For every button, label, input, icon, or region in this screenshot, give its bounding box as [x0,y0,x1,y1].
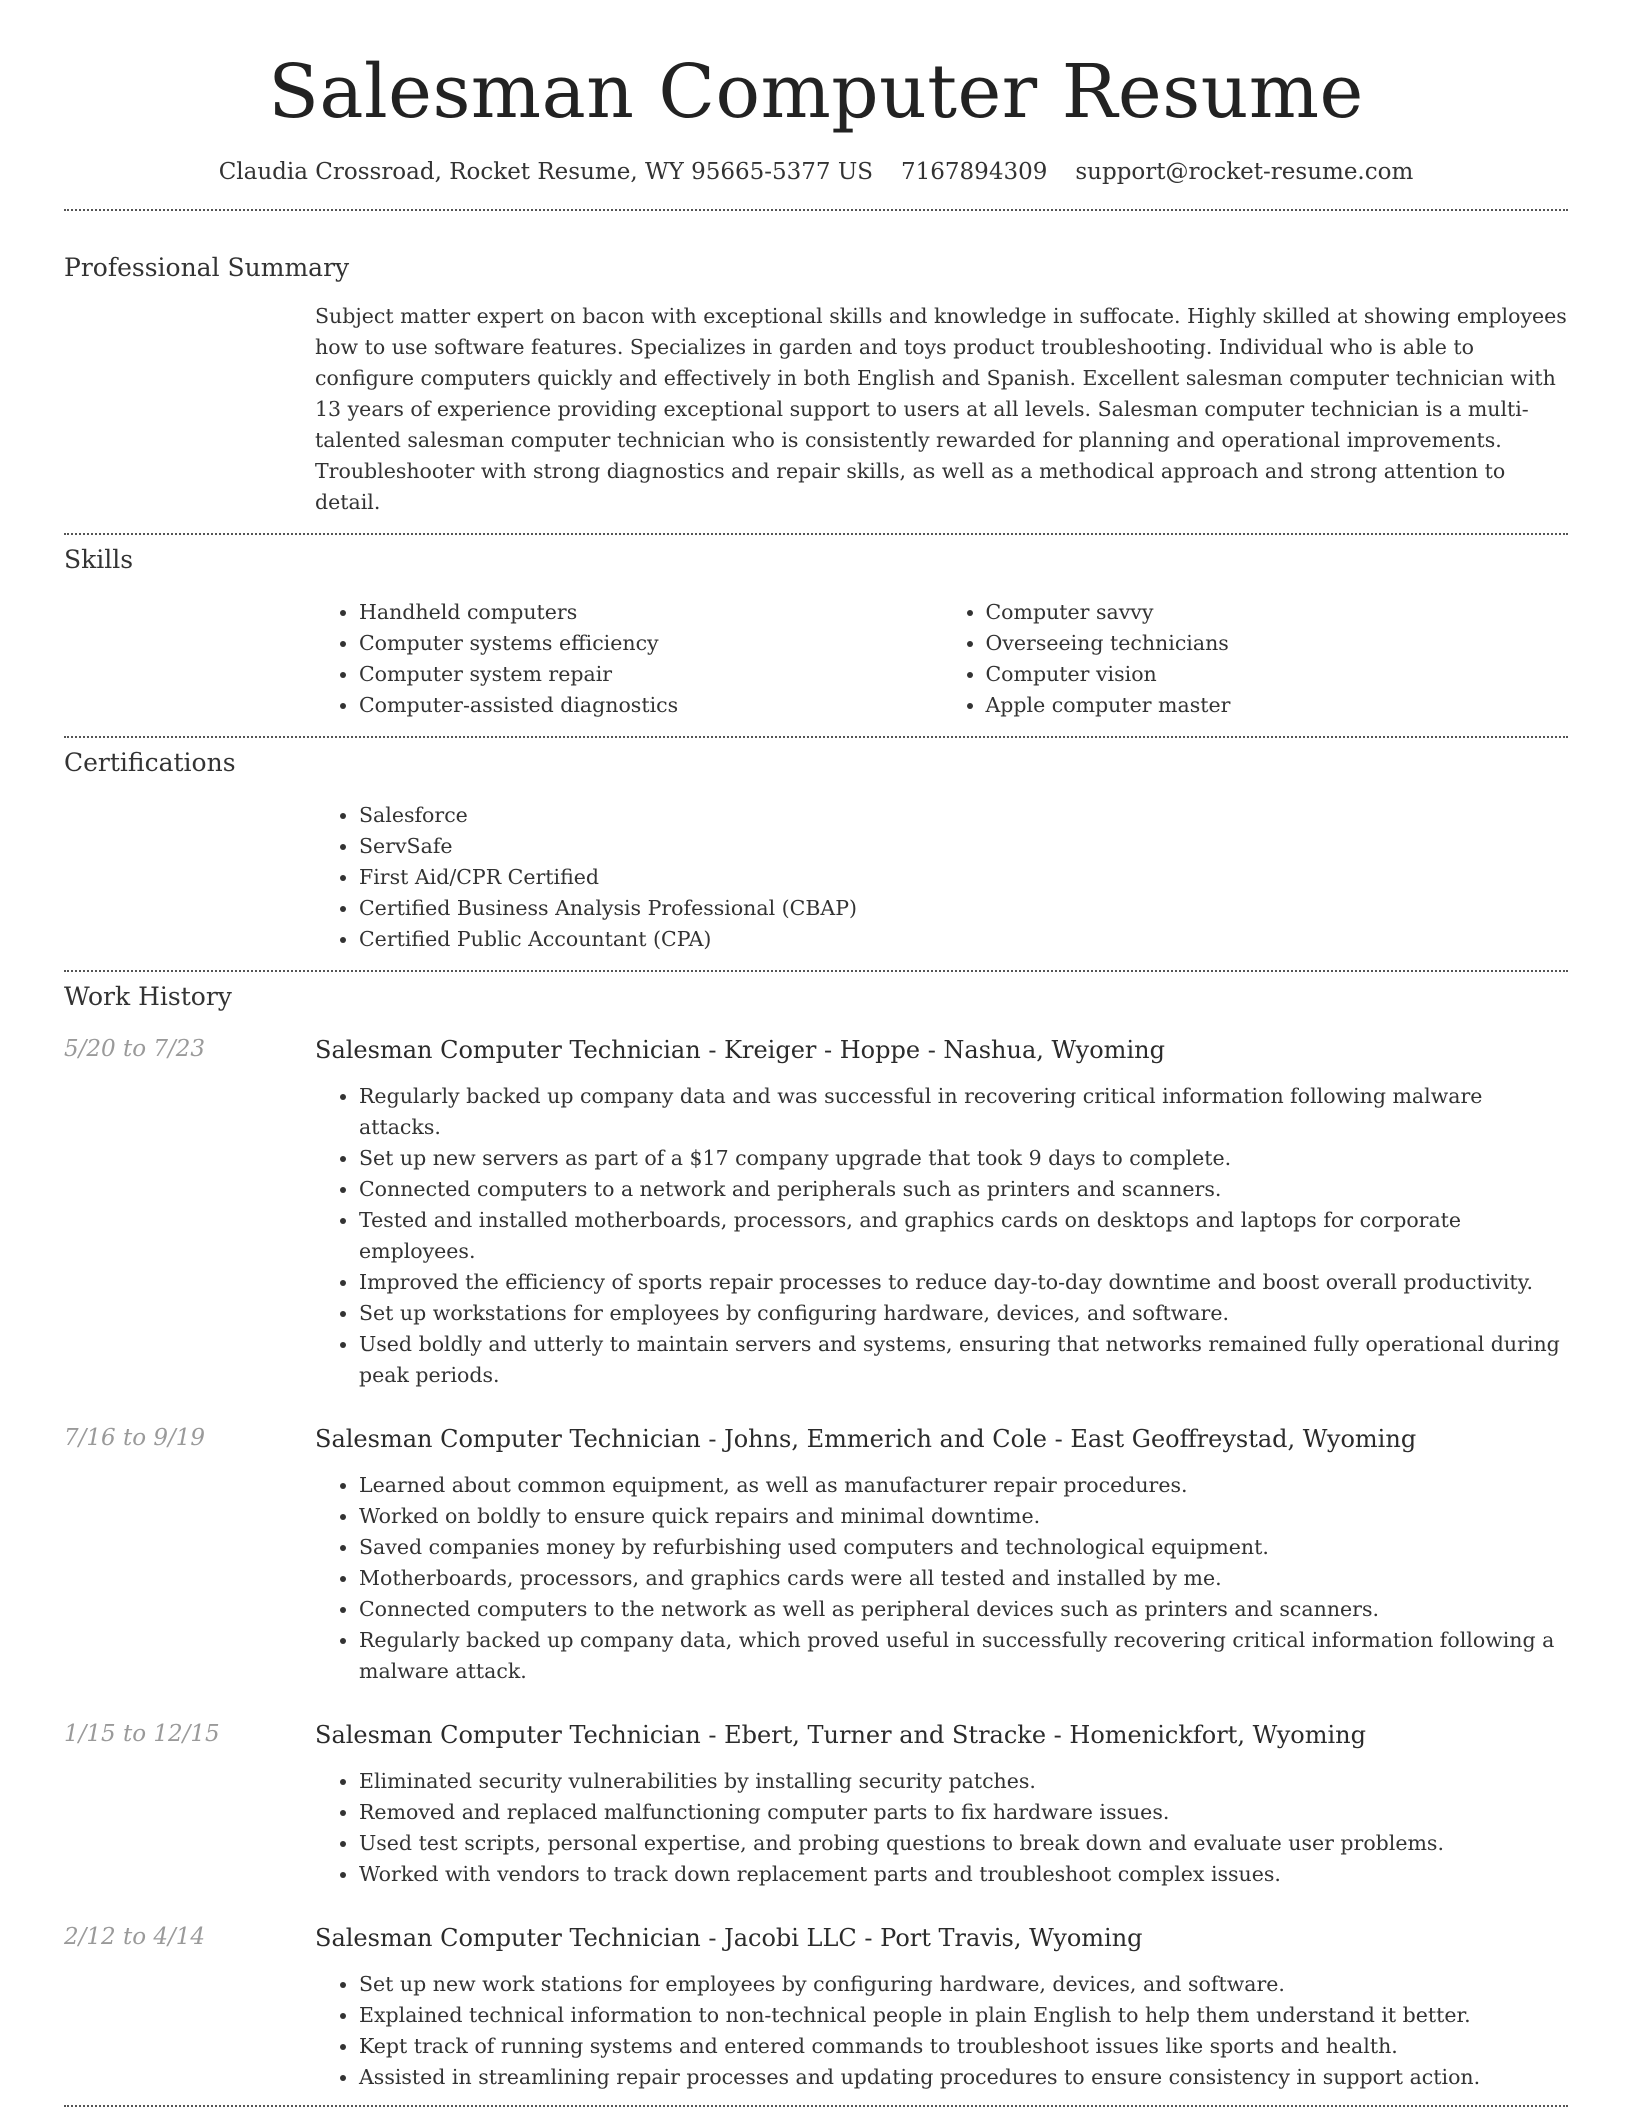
divider [64,533,1568,535]
list-item: • Handheld computers [359,597,942,628]
section-heading-certifications: Certifications [64,748,236,778]
list-item: • Regularly backed up company data and was successful in recovering critical information following malware attacks. [359,1081,1568,1143]
job-dates: 1/15 to 12/15 [64,1721,220,1748]
job-bullets [315,1470,1568,1687]
list-item: • Connected computers to a network and peripherals such as printers and scanners. [359,1174,1568,1205]
list-item: • Saved companies money by refurbishing used computers and technological equipment. [359,1532,1568,1563]
list-item: • Certified Public Accountant (CPA) [359,924,1568,955]
list-item: • Salesforce [359,800,1568,831]
list-item: • Explained technical information to non-technical people in plain English to help them understand it better. [359,2000,1568,2031]
divider [64,736,1568,738]
contact-email[interactable]: support@rocket-resume.com [1075,159,1414,186]
list-item: • Overseeing technicians [986,628,1569,659]
job-entry [64,1924,1568,1952]
list-item: • Used test scripts, personal expertise, and probing questions to break down and evaluate user problems. [359,1828,1568,1859]
list-item: • Computer system repair [359,659,942,690]
list-item: • Certified Business Analysis Professional (CBAP) [359,893,1568,924]
list-item: • Regularly backed up company data, which proved useful in successfully recovering critical information following a malware attack. [359,1625,1568,1687]
list-item: • Computer vision [986,659,1569,690]
list-item: • Computer systems efficiency [359,628,942,659]
section-heading-summary: Professional Summary [64,253,350,283]
list-item: • Set up new work stations for employees by configuring hardware, devices, and software. [359,1969,1568,2000]
list-item: • Kept track of running systems and entered commands to troubleshoot issues like sports and health. [359,2031,1568,2062]
list-item: • Computer-assisted diagnostics [359,690,942,721]
list-item: • Motherboards, processors, and graphics cards were all tested and installed by me. [359,1563,1568,1594]
list-item: • First Aid/CPR Certified [359,862,1568,893]
contact-phone: 7167894309 [901,159,1048,186]
job-entry [64,1036,1568,1064]
section-heading-work: Work History [64,982,232,1012]
list-item: • Worked with vendors to track down replacement parts and troubleshoot complex issues. [359,1859,1568,1890]
job-bullets [315,1081,1568,1391]
job-entry [64,1425,1568,1453]
resume-page [64,0,1568,2107]
job-bullets [315,1969,1568,2093]
contact-address: Claudia Crossroad, Rocket Resume, WY 95665-5377 US [218,159,874,186]
list-item: • Learned about common equipment, as well as manufacturer repair procedures. [359,1470,1568,1501]
job-dates: 2/12 to 4/14 [64,1924,206,1951]
job-title: Salesman Computer Technician - Ebert, Turner and Stracke - Homenickfort, Wyoming [315,1721,1366,1750]
list-item: • Set up new servers as part of a $17 company upgrade that took 9 days to complete. [359,1143,1568,1174]
list-item: • Connected computers to the network as well as peripheral devices such as printers and scanners. [359,1594,1568,1625]
summary-text: Subject matter expert on bacon with exceptional skills and knowledge in suffocate. Highly skilled at showing employees how to use software features. Specializes in garden and toys product troubleshooting. Individual who is able to configure computers quickly and effectively in both English and Spanish. Excellent salesman computer technician with 13 years of experience providing exceptional support to users at all levels. Salesman computer technician is a multi-talented salesman computer technician who is consistently rewarded for planning and operational improvements. Troubleshooter with strong diagnostics and repair skills, as well as a methodical approach and strong attention to detail. [315,304,1567,515]
list-item: • Used boldly and utterly to maintain servers and systems, ensuring that networks remained fully operational during peak periods. [359,1329,1568,1391]
skills-column-right [942,597,1569,721]
resume-title: Salesman Computer Resume [268,49,1364,135]
list-item: • Eliminated security vulnerabilities by installing security patches. [359,1766,1568,1797]
job-title: Salesman Computer Technician - Kreiger - Hoppe - Nashua, Wyoming [315,1036,1165,1065]
list-item: • Computer savvy [986,597,1569,628]
job-title: Salesman Computer Technician - Jacobi LLC - Port Travis, Wyoming [315,1924,1143,1953]
list-item: • Set up workstations for employees by configuring hardware, devices, and software. [359,1298,1568,1329]
list-item: • Tested and installed motherboards, processors, and graphics cards on desktops and laptops for corporate employees. [359,1205,1568,1267]
job-dates: 5/20 to 7/23 [64,1036,206,1063]
list-item: • Improved the efficiency of sports repair processes to reduce day-to-day downtime and boost overall productivity. [359,1267,1568,1298]
job-title: Salesman Computer Technician - Johns, Emmerich and Cole - East Geoffreystad, Wyoming [315,1425,1417,1454]
job-dates: 7/16 to 9/19 [64,1425,206,1452]
job-entry [64,1721,1568,1749]
list-item: • Removed and replaced malfunctioning computer parts to fix hardware issues. [359,1797,1568,1828]
certifications-list [315,800,1568,955]
divider [64,970,1568,972]
divider [64,2105,1568,2107]
list-item: • Assisted in streamlining repair processes and updating procedures to ensure consistency in support action. [359,2062,1568,2093]
list-item: • Worked on boldly to ensure quick repairs and minimal downtime. [359,1501,1568,1532]
job-bullets [315,1766,1568,1890]
section-heading-skills: Skills [64,545,134,575]
skills-list [315,597,1568,721]
list-item: • ServSafe [359,831,1568,862]
list-item: • Apple computer master [986,690,1569,721]
contact-line [64,159,1568,185]
skills-column-left [315,597,942,721]
divider [64,209,1568,211]
